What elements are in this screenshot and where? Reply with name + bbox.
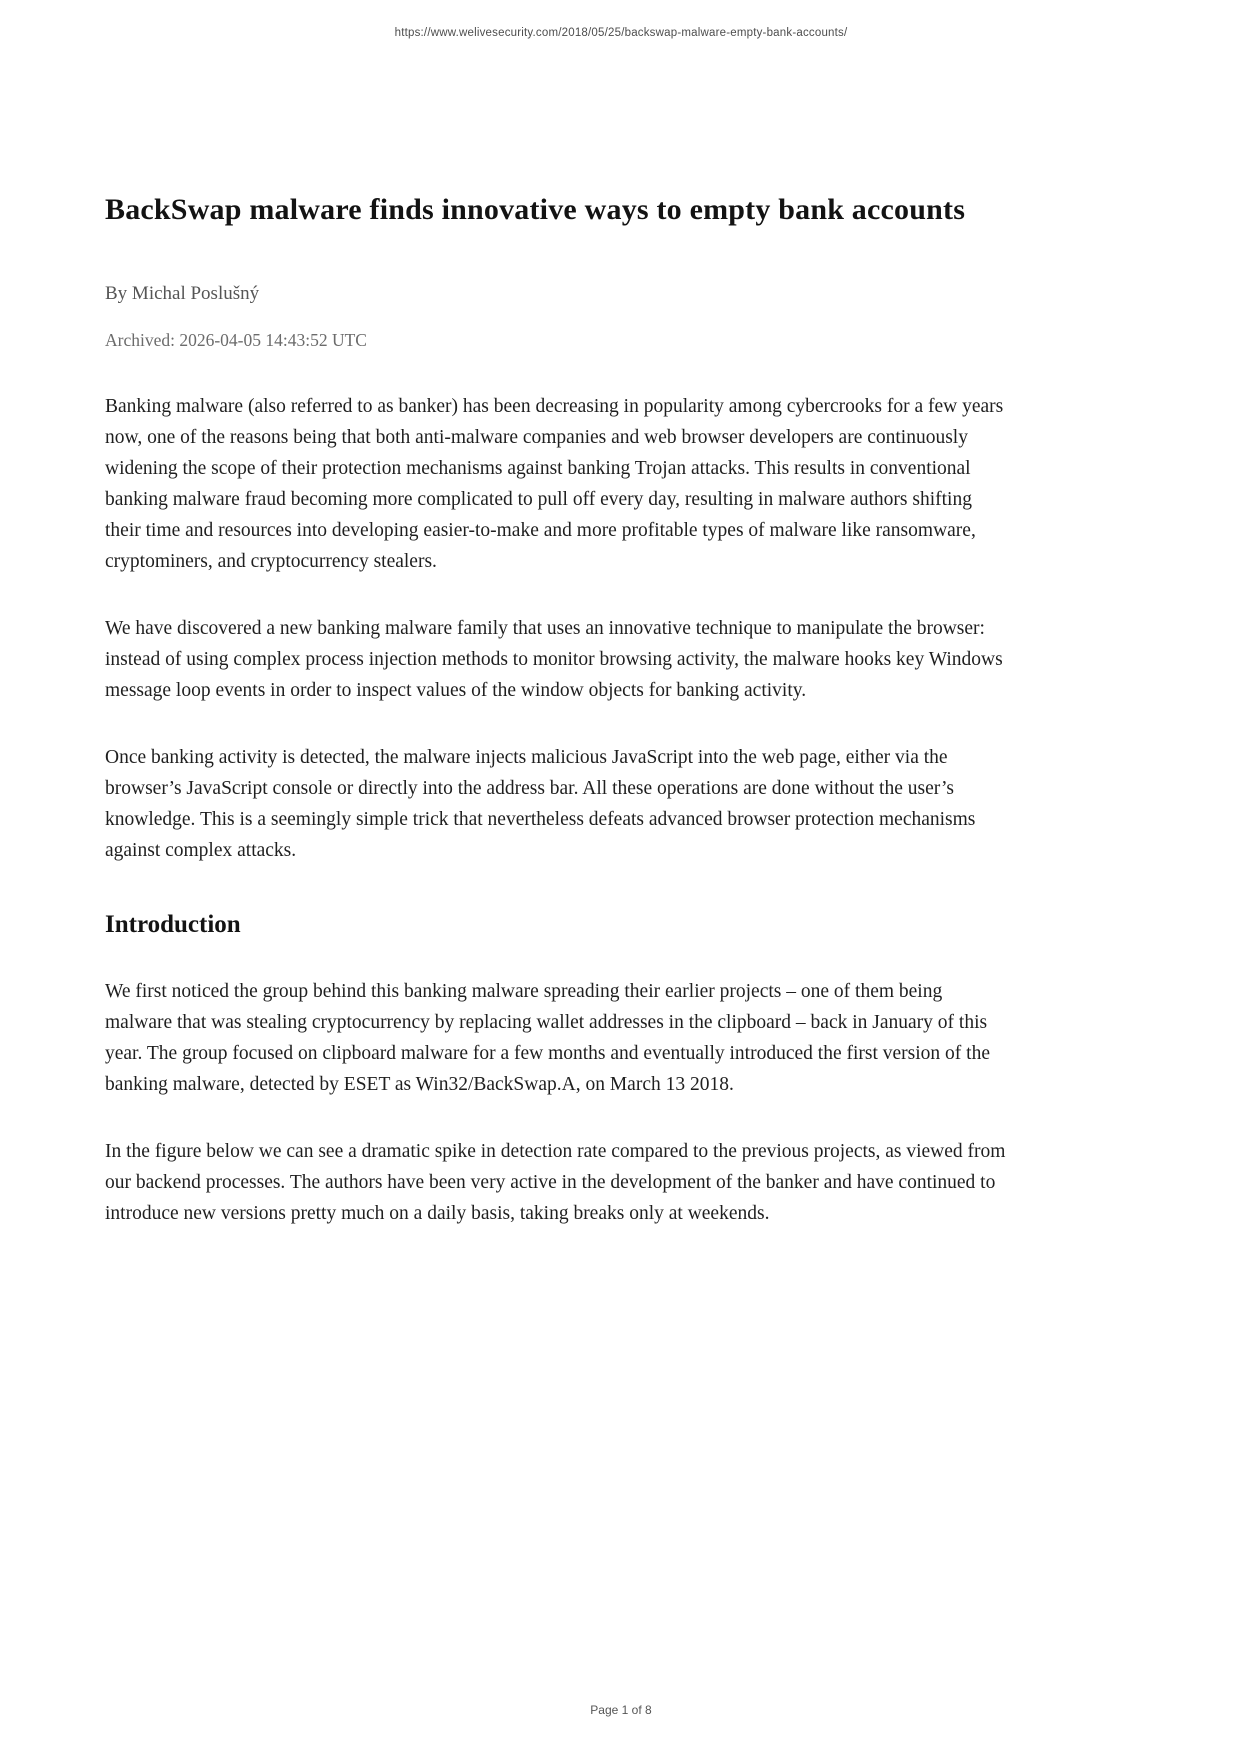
archive-source-url: https://www.welivesecurity.com/2018/05/25/backswap-malware-empty-bank-accounts/ [394,27,848,39]
article [105,0,1012,1229]
article-byline: By Michal Poslušný [105,283,260,304]
article-title: BackSwap malware finds innovative ways to empty bank accounts [105,193,966,226]
paragraph: We first noticed the group behind this banking malware spreading their earlier projects – one of them being malware that was stealing cryptocurrency by replacing wallet addresses in the clipboard – back in January of this year. The group focused on clipboard malware for a few months and eventually introduced the first version of the banking malware, detected by ESET as Win32/BackSwap.A, on March 13 2018. [105,981,990,1095]
archived-timestamp: Archived: 2026-04-05 14:43:52 UTC [105,330,367,350]
paragraph: In the figure below we can see a dramatic spike in detection rate compared to the previous projects, as viewed from our backend processes. The authors have been very active in the development of the banker and have continued to introduce new versions pretty much on a daily basis, taking breaks only at weekends. [105,1141,1006,1224]
section-heading-introduction: Introduction [105,911,241,938]
paragraph: We have discovered a new banking malware family that uses an innovative technique to manipulate the browser: instead of using complex process injection methods to monitor browsing activity, the malware hooks key Windows message loop events in order to inspect values of the window objects for banking activity. [105,618,1003,701]
paragraph: Banking malware (also referred to as banker) has been decreasing in popularity among cybercrooks for a few years now, one of the reasons being that both anti-malware companies and web browser developers are continuously widening the scope of their protection mechanisms against banking Trojan attacks. This results in conventional banking malware fraud becoming more complicated to pull off every day, resulting in malware authors shifting their time and resources into developing easier-to-make and more profitable types of malware like ransomware, cryptominers, and cryptocurrency stealers. [105,396,1004,572]
page-number: Page 1 of 8 [590,1703,652,1717]
paragraph: Once banking activity is detected, the malware injects malicious JavaScript into the web page, either via the browser’s JavaScript console or directly into the address bar. All these operations are done without the user’s knowledge. This is a seemingly simple trick that nevertheless defeats advanced browser protection mechanisms against complex attacks. [105,747,976,861]
